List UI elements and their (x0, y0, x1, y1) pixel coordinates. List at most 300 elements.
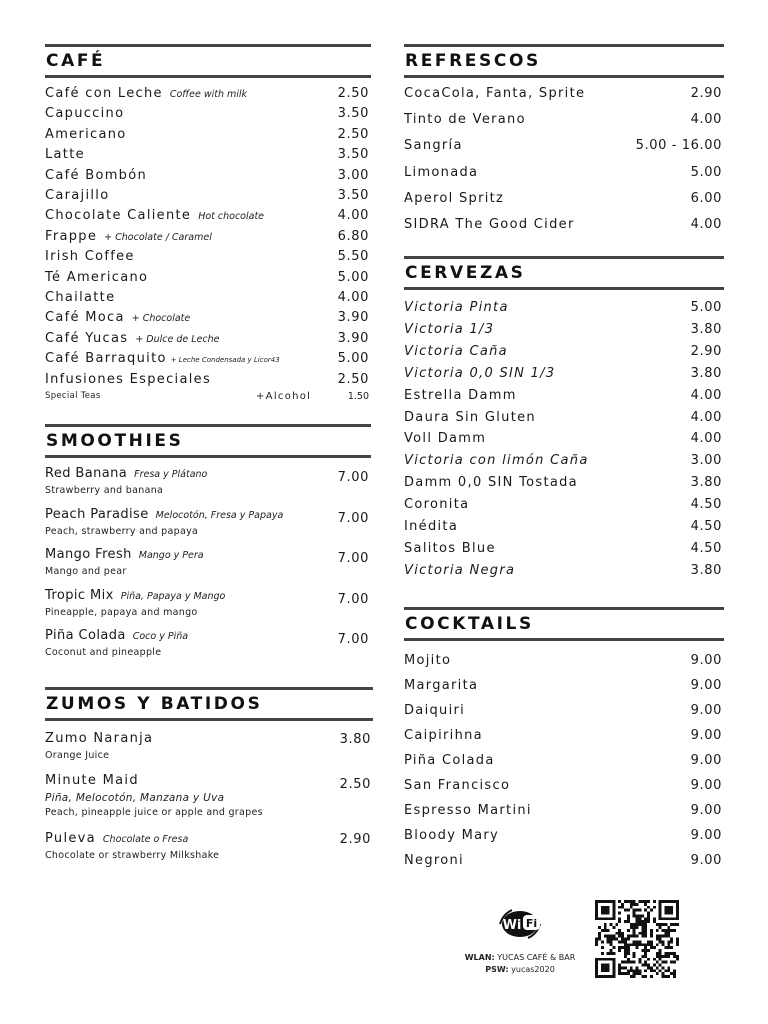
qr-module (644, 943, 647, 946)
section-title: CERVEZAS (405, 263, 526, 283)
item-name: Irish Coffee (45, 249, 135, 265)
qr-module (650, 966, 653, 969)
list-item (404, 497, 724, 512)
qr-module (618, 940, 621, 943)
item-price: 3.00 (337, 167, 369, 183)
list-item (45, 229, 371, 244)
qr-module (676, 943, 679, 946)
qr-module (647, 914, 650, 917)
smoothie-item (45, 507, 371, 522)
qr-module (653, 917, 656, 920)
qr-module (610, 935, 613, 938)
item-price: 4.50 (690, 540, 722, 556)
item-name: Café Yucas (45, 330, 129, 346)
qr-module (653, 958, 656, 961)
qr-module (656, 966, 659, 969)
item-price: 3.00 (690, 453, 722, 469)
item-name: San Francisco (404, 778, 511, 793)
section-cafe (45, 44, 371, 414)
qr-module (659, 940, 662, 943)
qr-module (650, 940, 653, 943)
list-item (404, 541, 724, 556)
qr-module (644, 917, 647, 920)
qr-module (641, 932, 644, 935)
qr-module (636, 946, 639, 949)
item-name: Americano (45, 126, 127, 142)
qr-module (630, 943, 633, 946)
qr-module (595, 938, 598, 941)
qr-module (633, 961, 636, 964)
qr-module (667, 943, 670, 946)
qr-module (664, 952, 667, 955)
qr-module (598, 935, 601, 938)
item-price: 4.00 (690, 217, 722, 232)
qr-module (633, 909, 636, 912)
alcohol-price: 1.50 (347, 391, 369, 402)
item-name: Té Americano (45, 269, 149, 285)
qr-module (612, 935, 615, 938)
list-item (45, 290, 371, 305)
qr-module (636, 935, 639, 938)
qr-module (647, 943, 650, 946)
item-name: Piña Colada (404, 753, 495, 768)
item-description: Orange Juice (45, 750, 110, 761)
qr-module (656, 929, 659, 932)
list-item (404, 217, 724, 232)
qr-module (641, 923, 644, 926)
qr-module (670, 929, 673, 932)
qr-module (641, 955, 644, 958)
qr-module (621, 946, 624, 949)
qr-module (621, 966, 624, 969)
list-item (404, 753, 724, 768)
smoothie-item (45, 466, 371, 481)
item-price: 3.80 (690, 475, 722, 491)
list-item (45, 147, 371, 162)
qr-code[interactable] (595, 900, 679, 978)
qr-module (610, 940, 613, 943)
item-name: Zumo Naranja (45, 731, 154, 746)
qr-module (667, 935, 670, 938)
qr-module (627, 972, 630, 975)
section-cervezas (404, 256, 724, 592)
qr-module (670, 952, 673, 955)
qr-module (644, 961, 647, 964)
item-name: Frappe (45, 228, 98, 244)
qr-module (618, 966, 621, 969)
qr-module (612, 946, 615, 949)
qr-module (638, 920, 641, 923)
item-name: Victoria Caña (404, 343, 508, 359)
list-item (45, 208, 371, 223)
item-price: 9.00 (690, 778, 722, 793)
qr-module (644, 926, 647, 929)
qr-module (633, 952, 636, 955)
qr-module (638, 972, 641, 975)
item-name: Chailatte (45, 290, 116, 305)
qr-module (633, 923, 636, 926)
item-price: 3.80 (690, 321, 722, 337)
item-name: Victoria Negra (404, 562, 516, 578)
list-item (404, 431, 724, 446)
item-price: 9.00 (690, 728, 722, 743)
qr-module (633, 940, 636, 943)
item-name: Salitos Blue (404, 540, 496, 556)
qr-module (659, 955, 662, 958)
qr-module (659, 926, 662, 929)
qr-module (604, 926, 607, 929)
refrescos-list (404, 78, 724, 238)
qr-module (633, 903, 636, 906)
zumo-item (45, 831, 373, 846)
item-name: Latte (45, 147, 85, 163)
qr-module (627, 935, 630, 938)
item-name: Minute Maid (45, 773, 139, 788)
qr-module (667, 932, 670, 935)
list-item (404, 778, 724, 793)
qr-module (633, 972, 636, 975)
qr-module (644, 975, 647, 978)
smoothie-item (45, 628, 371, 643)
qr-module (641, 926, 644, 929)
zumos-list (45, 721, 373, 871)
list-item (404, 300, 724, 315)
qr-module (659, 969, 662, 972)
item-name: SIDRA The Good Cider (404, 217, 575, 232)
cocktails-list (404, 641, 724, 881)
qr-module (664, 906, 673, 915)
qr-module (667, 952, 670, 955)
item-name: Negroni (404, 853, 464, 868)
qr-module (638, 969, 641, 972)
list-item (45, 331, 371, 346)
qr-module (636, 969, 639, 972)
qr-module (627, 920, 630, 923)
item-name: Red Banana (45, 466, 128, 481)
qr-module (662, 955, 665, 958)
item-name: Victoria Pinta (404, 300, 509, 315)
qr-module (615, 938, 618, 941)
item-price: 2.50 (337, 126, 369, 142)
item-price: 4.00 (337, 208, 369, 224)
qr-module (615, 923, 618, 926)
qr-module (624, 952, 627, 955)
item-price: 6.00 (690, 190, 722, 206)
qr-module (659, 952, 662, 955)
qr-module (650, 943, 653, 946)
wifi-icon (492, 906, 548, 942)
qr-module (627, 946, 630, 949)
qr-module (667, 929, 670, 932)
qr-module (644, 909, 647, 912)
list-item (45, 188, 371, 203)
qr-module (662, 923, 665, 926)
item-price: 7.00 (337, 470, 369, 485)
qr-module (656, 952, 659, 955)
section-title: REFRESCOS (405, 51, 541, 71)
item-name: Sangría (404, 138, 463, 154)
qr-module (670, 946, 673, 949)
qr-module (633, 943, 636, 946)
qr-module (673, 923, 676, 926)
qr-module (630, 900, 633, 903)
qr-module (630, 903, 633, 906)
qr-module (618, 900, 621, 903)
qr-module (624, 909, 627, 912)
item-name: Mojito (404, 653, 452, 668)
qr-module (630, 961, 633, 964)
qr-module (627, 917, 630, 920)
qr-module (633, 935, 636, 938)
qr-module (621, 940, 624, 943)
smoothie-item (45, 588, 371, 603)
qr-module (650, 969, 653, 972)
section-header (45, 44, 371, 78)
qr-module (641, 935, 644, 938)
wifi-credentials (440, 952, 600, 976)
item-name: Aperol Spritz (404, 190, 505, 206)
item-description: Coconut and pineapple (45, 647, 162, 658)
item-name: Caipirihna (404, 728, 483, 743)
qr-module (650, 975, 653, 978)
qr-module (647, 949, 650, 952)
item-name: Café con Leche (45, 86, 163, 101)
qr-module (612, 952, 615, 955)
qr-module (636, 923, 639, 926)
section-zumos (45, 687, 373, 877)
item-price: 3.50 (337, 106, 369, 122)
qr-module (601, 952, 604, 955)
item-note: + Dulce de Leche (135, 333, 220, 345)
qr-module (633, 969, 636, 972)
list-item (404, 86, 724, 101)
qr-module (627, 949, 630, 952)
item-price: 5.00 - 16.00 (635, 138, 722, 154)
qr-module (621, 906, 624, 909)
qr-module (627, 909, 630, 912)
item-name: Tropic Mix (45, 587, 114, 603)
list-item (45, 372, 371, 387)
item-description: Pineapple, papaya and mango (45, 606, 198, 618)
qr-module (624, 955, 627, 958)
qr-module (627, 938, 630, 941)
item-price: 2.90 (339, 832, 371, 847)
qr-module (659, 935, 662, 938)
qr-module (630, 975, 633, 978)
qr-module (638, 940, 641, 943)
qr-module (647, 940, 650, 943)
qr-module (633, 929, 636, 932)
list-item (45, 249, 371, 264)
item-price: 2.50 (337, 86, 369, 101)
item-name: Daiquiri (404, 703, 466, 718)
qr-module (662, 972, 665, 975)
item-name: Limonada (404, 164, 479, 180)
qr-module (621, 935, 624, 938)
qr-module (604, 935, 607, 938)
section-header (404, 44, 724, 78)
item-name: Piña Colada (45, 628, 126, 643)
item-description: Mango and pear (45, 566, 127, 577)
qr-module (638, 909, 641, 912)
item-name: CocaCola, Fanta, Sprite (404, 86, 586, 101)
qr-module (618, 932, 621, 935)
qr-module (601, 906, 610, 915)
item-price: 4.00 (690, 387, 722, 403)
item-price: 7.00 (337, 632, 369, 647)
smoothie-item (45, 547, 371, 562)
item-name: Inédita (404, 519, 459, 534)
list-item (404, 165, 724, 180)
qr-module (624, 946, 627, 949)
qr-module (621, 932, 624, 935)
qr-module (618, 929, 621, 932)
item-price: 9.00 (690, 753, 722, 768)
item-description: Strawberry and banana (45, 485, 164, 496)
list-item (45, 168, 371, 183)
item-name: Espresso Martini (404, 803, 532, 818)
qr-module (644, 952, 647, 955)
item-price: 4.00 (690, 431, 722, 447)
qr-module (667, 926, 670, 929)
qr-module (676, 958, 679, 961)
qr-module (607, 929, 610, 932)
qr-module (673, 955, 676, 958)
qr-module (676, 955, 679, 958)
qr-module (670, 938, 673, 941)
qr-module (638, 914, 641, 917)
item-price: 3.80 (690, 562, 722, 578)
qr-module (624, 949, 627, 952)
qr-module (667, 946, 670, 949)
zumo-item (45, 773, 373, 788)
list-item (404, 191, 724, 206)
item-note: Coffee with milk (169, 89, 248, 100)
qr-module (656, 935, 659, 938)
qr-module (670, 940, 673, 943)
qr-module (604, 923, 607, 926)
qr-module (641, 975, 644, 978)
qr-module (673, 952, 676, 955)
item-price: 9.00 (690, 828, 722, 843)
item-price: 7.00 (337, 551, 369, 566)
item-price: 6.80 (337, 228, 369, 244)
qr-module (607, 935, 610, 938)
qr-module (656, 961, 659, 964)
qr-module (650, 935, 653, 938)
qr-module (595, 943, 598, 946)
list-item (45, 86, 371, 101)
qr-module (636, 943, 639, 946)
qr-module (618, 964, 621, 967)
qr-module (647, 906, 650, 909)
qr-module (659, 923, 662, 926)
item-note: Mango y Pera (138, 550, 204, 561)
qr-module (627, 914, 630, 917)
item-price: 3.50 (337, 147, 369, 163)
item-name: Victoria con limón Caña (404, 453, 589, 469)
qr-module (673, 975, 676, 978)
qr-module (644, 969, 647, 972)
qr-module (653, 969, 656, 972)
qr-module (656, 923, 659, 926)
qr-module (647, 964, 650, 967)
item-name: Peach Paradise (45, 506, 149, 522)
qr-module (618, 912, 621, 915)
qr-module (650, 909, 653, 912)
qr-module (664, 929, 667, 932)
section-cocktails (404, 607, 724, 887)
qr-module (662, 929, 665, 932)
cervezas-list (404, 290, 724, 586)
qr-module (595, 940, 598, 943)
item-note: + Chocolate (131, 313, 191, 325)
qr-module (656, 943, 659, 946)
list-item (404, 653, 724, 668)
qr-module (598, 932, 601, 935)
qr-module (641, 964, 644, 967)
qr-module (641, 900, 644, 903)
item-name: Puleva (45, 831, 96, 846)
qr-module (673, 929, 676, 932)
qr-module (627, 943, 630, 946)
qr-module (624, 961, 627, 964)
qr-module (630, 923, 633, 926)
item-price: 5.50 (337, 249, 369, 265)
qr-module (650, 946, 653, 949)
list-item (45, 270, 371, 285)
item-name: Daura Sin Gluten (404, 409, 536, 425)
qr-module (664, 923, 667, 926)
list-item (404, 803, 724, 818)
qr-module (618, 906, 621, 909)
qr-module (664, 969, 667, 972)
item-price: 7.00 (337, 510, 369, 526)
item-note: + Leche Condensada y Licor43 (170, 356, 280, 365)
qr-module (644, 932, 647, 935)
qr-module (638, 923, 641, 926)
qr-module (644, 946, 647, 949)
psw-line (440, 964, 600, 976)
list-item (404, 388, 724, 403)
list-item (45, 351, 371, 366)
item-name: Mango Fresh (45, 547, 132, 562)
qr-module (644, 964, 647, 967)
qr-module (610, 949, 613, 952)
item-description-es: Piña, Melocotón, Manzana y Uva (45, 792, 225, 804)
item-note: Chocolate o Fresa (102, 834, 189, 845)
qr-module (607, 938, 610, 941)
item-name: Carajillo (45, 188, 110, 203)
item-note: Coco y Piña (132, 631, 189, 642)
list-item (404, 853, 724, 868)
qr-module (598, 926, 601, 929)
item-name: Café Moca (45, 310, 125, 326)
qr-module (644, 900, 647, 903)
qr-module (618, 972, 621, 975)
qr-module (667, 969, 670, 972)
qr-module (650, 932, 653, 935)
qr-module (664, 975, 667, 978)
qr-module (662, 943, 665, 946)
qr-module (630, 926, 633, 929)
qr-module (618, 949, 621, 952)
qr-module (641, 943, 644, 946)
qr-module (676, 940, 679, 943)
item-note: Melocotón, Fresa y Papaya (155, 509, 284, 521)
qr-module (633, 900, 636, 903)
item-price: 9.00 (690, 803, 722, 818)
